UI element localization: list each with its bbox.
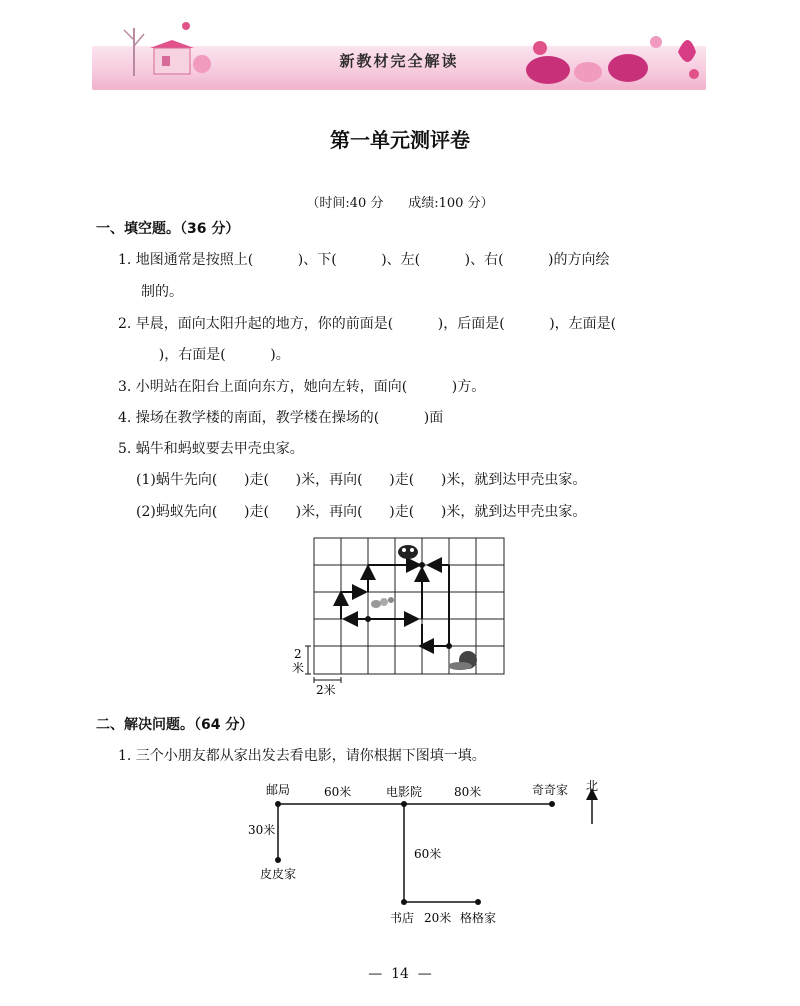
section2-heading: 二、解决问题。（64 分） — [96, 717, 254, 733]
q2-line2: )，右面是( )。 — [141, 347, 290, 363]
q1-line1: 1. 地图通常是按照上( )、下( )、左( )、右( )的方向绘 — [118, 252, 610, 268]
q5-part2: (2)蚂蚁先向( )走( )米，再向( )走( )米，就到达甲壳虫家。 — [136, 504, 587, 520]
q5: 5. 蜗牛和蚂蚁要去甲壳虫家。 — [118, 441, 304, 457]
scale-vertical-value: 2 — [294, 647, 302, 661]
q5-part1: (1)蜗牛先向( )走( )米，再向( )走( )米，就到达甲壳虫家。 — [136, 472, 587, 488]
map-dist-post-cinema: 60米 — [324, 785, 352, 799]
map-post-office: 邮局 — [266, 783, 291, 797]
map-qiqi-home: 奇奇家 — [532, 783, 569, 797]
map-cinema: 电影院 — [386, 785, 423, 799]
scale-vertical-unit: 米 — [292, 661, 305, 675]
map-dist-post-pipi: 30米 — [248, 823, 276, 837]
map-pipi-home: 皮皮家 — [260, 867, 297, 881]
s2-q1: 1. 三个小朋友都从家出发去看电影，请你根据下图填一填。 — [118, 748, 486, 764]
ant-path — [341, 565, 422, 646]
q3: 3. 小明站在阳台上面向东方，她向左转，面向( )方。 — [118, 379, 486, 395]
snail-icon — [448, 651, 477, 670]
snail-path — [422, 565, 449, 646]
map-dist-bookstore-gege: 20米 — [424, 911, 452, 925]
q1-line2: 制的。 — [141, 284, 183, 300]
banner-title: 新教材完全解读 — [339, 52, 459, 70]
map-gege-home: 格格家 — [460, 911, 497, 925]
header-banner — [92, 18, 706, 86]
ant-icon — [371, 597, 394, 608]
map-bookstore: 书店 — [390, 911, 415, 925]
scale-markers — [305, 646, 341, 683]
map-dist-cinema-qiqi: 80米 — [454, 785, 482, 799]
exam-info: （时间:40 分 成绩:100 分） — [306, 196, 494, 211]
route-map — [240, 776, 620, 930]
beetle-icon — [398, 545, 418, 559]
map-north: 北 — [586, 779, 599, 793]
grid-diagram — [280, 532, 520, 702]
section1-heading: 一、填空题。（36 分） — [96, 221, 240, 237]
q2-line1: 2. 早晨，面向太阳升起的地方，你的前面是( )，后面是( )，左面是( — [118, 316, 617, 332]
page-number: — 14 — — [368, 966, 432, 982]
map-dist-cinema-bookstore: 60米 — [414, 847, 442, 861]
page-title: 第一单元测评卷 — [330, 128, 470, 152]
scale-horizontal: 2米 — [316, 683, 336, 697]
q4: 4. 操场在教学楼的南面，教学楼在操场的( )面 — [118, 410, 444, 426]
